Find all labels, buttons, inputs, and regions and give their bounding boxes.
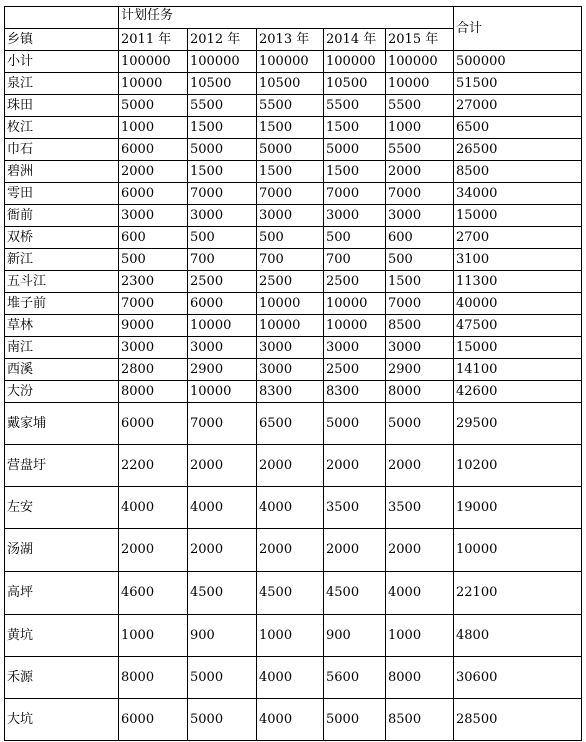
total-cell: 34000: [454, 183, 582, 205]
table-row: [5, 293, 582, 315]
year-value-cell: 5500: [324, 95, 386, 117]
year-value-cell: 5500: [257, 95, 324, 117]
township-name-cell: 戴家埔: [5, 403, 119, 445]
total-cell: 22100: [454, 572, 582, 615]
year-value-cell: 8000: [119, 381, 188, 403]
year-value-cell: 600: [386, 227, 454, 249]
year-value-cell: 2000: [257, 445, 324, 487]
total-cell: 47500: [454, 315, 582, 337]
total-cell: 19000: [454, 487, 582, 529]
year-header: 2014 年: [324, 29, 386, 51]
header-row-top: [5, 7, 582, 29]
year-value-cell: 10000: [324, 293, 386, 315]
year-value-cell: 4000: [119, 487, 188, 529]
total-cell: 15000: [454, 337, 582, 359]
year-value-cell: 4500: [324, 572, 386, 615]
year-value-cell: 100000: [386, 51, 454, 73]
total-cell: 28500: [454, 699, 582, 741]
table-body: [5, 7, 582, 741]
township-name-cell: 营盘圩: [5, 445, 119, 487]
year-value-cell: 4500: [188, 572, 257, 615]
year-value-cell: 8000: [386, 381, 454, 403]
year-value-cell: 3500: [324, 487, 386, 529]
year-value-cell: 500: [119, 249, 188, 271]
table-row: [5, 572, 582, 615]
table-row: [5, 183, 582, 205]
header-corner-cell: [5, 7, 119, 29]
year-value-cell: 3500: [386, 487, 454, 529]
township-name-cell: 枚江: [5, 117, 119, 139]
township-name-cell: 南江: [5, 337, 119, 359]
year-value-cell: 1500: [386, 271, 454, 293]
year-value-cell: 900: [188, 615, 257, 657]
year-value-cell: 6000: [119, 699, 188, 741]
total-cell: 51500: [454, 73, 582, 95]
township-name-cell: 珠田: [5, 95, 119, 117]
year-value-cell: 7000: [386, 183, 454, 205]
year-value-cell: 2500: [257, 271, 324, 293]
year-value-cell: 3000: [386, 205, 454, 227]
township-name-cell: 碧洲: [5, 161, 119, 183]
year-value-cell: 2000: [386, 529, 454, 572]
year-value-cell: 3000: [188, 337, 257, 359]
year-header: 2011 年: [119, 29, 188, 51]
year-value-cell: 1000: [119, 615, 188, 657]
table-row: [5, 227, 582, 249]
table-row: [5, 359, 582, 381]
year-value-cell: 10500: [257, 73, 324, 95]
township-name-cell: 双桥: [5, 227, 119, 249]
year-value-cell: 8000: [386, 657, 454, 699]
year-value-cell: 2000: [324, 529, 386, 572]
total-header: 合计: [454, 7, 582, 51]
year-value-cell: 100000: [119, 51, 188, 73]
year-value-cell: 2000: [324, 445, 386, 487]
year-value-cell: 3000: [257, 205, 324, 227]
year-value-cell: 2500: [324, 359, 386, 381]
year-value-cell: 100000: [188, 51, 257, 73]
year-value-cell: 2200: [119, 445, 188, 487]
year-value-cell: 1500: [324, 117, 386, 139]
township-name-cell: 高坪: [5, 572, 119, 615]
year-value-cell: 6000: [119, 139, 188, 161]
total-cell: 8500: [454, 161, 582, 183]
table-row: [5, 95, 582, 117]
year-value-cell: 1500: [257, 117, 324, 139]
year-value-cell: 1000: [386, 615, 454, 657]
township-name-cell: 黄坑: [5, 615, 119, 657]
year-value-cell: 100000: [324, 51, 386, 73]
total-cell: 500000: [454, 51, 582, 73]
township-name-cell: 衙前: [5, 205, 119, 227]
year-value-cell: 2500: [324, 271, 386, 293]
year-value-cell: 5500: [188, 95, 257, 117]
township-name-cell: 新江: [5, 249, 119, 271]
year-value-cell: 10000: [386, 73, 454, 95]
year-header: 2015 年: [386, 29, 454, 51]
total-cell: 14100: [454, 359, 582, 381]
year-value-cell: 3000: [188, 205, 257, 227]
year-value-cell: 100000: [257, 51, 324, 73]
year-value-cell: 7000: [119, 293, 188, 315]
year-value-cell: 1000: [257, 615, 324, 657]
total-cell: 3100: [454, 249, 582, 271]
table-row: [5, 337, 582, 359]
year-value-cell: 5000: [257, 139, 324, 161]
year-value-cell: 600: [119, 227, 188, 249]
year-value-cell: 6000: [119, 183, 188, 205]
year-value-cell: 4000: [257, 487, 324, 529]
year-value-cell: 8300: [324, 381, 386, 403]
table-row: [5, 51, 582, 73]
year-value-cell: 1000: [119, 117, 188, 139]
township-name-cell: 巾石: [5, 139, 119, 161]
year-value-cell: 7000: [386, 293, 454, 315]
total-cell: 11300: [454, 271, 582, 293]
total-cell: 29500: [454, 403, 582, 445]
year-value-cell: 2000: [386, 445, 454, 487]
year-value-cell: 8300: [257, 381, 324, 403]
year-value-cell: 1500: [188, 161, 257, 183]
year-value-cell: 5500: [386, 139, 454, 161]
table-row: [5, 139, 582, 161]
year-value-cell: 3000: [119, 205, 188, 227]
year-value-cell: 700: [257, 249, 324, 271]
year-value-cell: 6500: [257, 403, 324, 445]
township-name-cell: 草林: [5, 315, 119, 337]
year-value-cell: 6000: [119, 403, 188, 445]
year-value-cell: 2000: [188, 445, 257, 487]
year-value-cell: 10500: [324, 73, 386, 95]
year-value-cell: 2500: [188, 271, 257, 293]
year-value-cell: 10000: [257, 293, 324, 315]
year-value-cell: 1000: [386, 117, 454, 139]
township-name-cell: 大坑: [5, 699, 119, 741]
year-value-cell: 3000: [324, 205, 386, 227]
township-name-cell: 堆子前: [5, 293, 119, 315]
year-value-cell: 9000: [119, 315, 188, 337]
plan-task-header: 计划任务: [119, 7, 454, 29]
year-value-cell: 500: [324, 227, 386, 249]
year-value-cell: 4000: [188, 487, 257, 529]
year-value-cell: 5000: [119, 95, 188, 117]
year-value-cell: 8000: [119, 657, 188, 699]
year-value-cell: 5000: [324, 139, 386, 161]
total-cell: 26500: [454, 139, 582, 161]
year-header: 2012 年: [188, 29, 257, 51]
township-name-cell: 泉江: [5, 73, 119, 95]
year-value-cell: 3000: [324, 337, 386, 359]
year-value-cell: 4000: [257, 699, 324, 741]
year-value-cell: 10000: [324, 315, 386, 337]
year-value-cell: 7000: [188, 183, 257, 205]
township-name-cell: 汤湖: [5, 529, 119, 572]
table-row: [5, 117, 582, 139]
total-cell: 30600: [454, 657, 582, 699]
township-header: 乡镇: [5, 29, 119, 51]
year-value-cell: 2000: [257, 529, 324, 572]
table-row: [5, 73, 582, 95]
total-cell: 42600: [454, 381, 582, 403]
township-name-cell: 大汾: [5, 381, 119, 403]
township-name-cell: 雩田: [5, 183, 119, 205]
year-header: 2013 年: [257, 29, 324, 51]
year-value-cell: 500: [257, 227, 324, 249]
year-value-cell: 5000: [386, 403, 454, 445]
year-value-cell: 8500: [386, 315, 454, 337]
year-value-cell: 6000: [188, 293, 257, 315]
table-row: [5, 381, 582, 403]
total-cell: 10200: [454, 445, 582, 487]
year-value-cell: 500: [386, 249, 454, 271]
total-cell: 6500: [454, 117, 582, 139]
table-row: [5, 271, 582, 293]
total-cell: 2700: [454, 227, 582, 249]
township-name-cell: 禾源: [5, 657, 119, 699]
year-value-cell: 2300: [119, 271, 188, 293]
total-cell: 4800: [454, 615, 582, 657]
year-value-cell: 3000: [386, 337, 454, 359]
year-value-cell: 700: [324, 249, 386, 271]
year-value-cell: 3000: [257, 337, 324, 359]
year-value-cell: 2000: [188, 529, 257, 572]
year-value-cell: 4600: [119, 572, 188, 615]
year-value-cell: 5000: [188, 657, 257, 699]
year-value-cell: 7000: [324, 183, 386, 205]
table-row: [5, 315, 582, 337]
year-value-cell: 5000: [188, 139, 257, 161]
table-row: [5, 249, 582, 271]
year-value-cell: 4000: [386, 572, 454, 615]
year-value-cell: 2900: [386, 359, 454, 381]
total-cell: 15000: [454, 205, 582, 227]
year-value-cell: 500: [188, 227, 257, 249]
year-value-cell: 8500: [386, 699, 454, 741]
table-row: [5, 699, 582, 741]
table-row: [5, 205, 582, 227]
year-value-cell: 700: [188, 249, 257, 271]
year-value-cell: 1500: [188, 117, 257, 139]
plan-task-table: [4, 6, 582, 741]
table-row: [5, 487, 582, 529]
table-row: [5, 161, 582, 183]
year-value-cell: 2000: [119, 161, 188, 183]
table-row: [5, 529, 582, 572]
year-value-cell: 2000: [119, 529, 188, 572]
township-name-cell: 西溪: [5, 359, 119, 381]
year-value-cell: 4500: [257, 572, 324, 615]
year-value-cell: 4000: [257, 657, 324, 699]
year-value-cell: 5000: [188, 699, 257, 741]
year-value-cell: 3000: [119, 337, 188, 359]
year-value-cell: 5600: [324, 657, 386, 699]
total-cell: 27000: [454, 95, 582, 117]
township-name-cell: 五斗江: [5, 271, 119, 293]
year-value-cell: 5500: [386, 95, 454, 117]
year-value-cell: 10500: [188, 73, 257, 95]
table-row: [5, 403, 582, 445]
table-row: [5, 445, 582, 487]
year-value-cell: 2900: [188, 359, 257, 381]
table-row: [5, 657, 582, 699]
year-value-cell: 5000: [324, 699, 386, 741]
table-row: [5, 615, 582, 657]
total-cell: 10000: [454, 529, 582, 572]
year-value-cell: 5000: [324, 403, 386, 445]
total-cell: 40000: [454, 293, 582, 315]
year-value-cell: 1500: [257, 161, 324, 183]
year-value-cell: 10000: [257, 315, 324, 337]
year-value-cell: 7000: [188, 403, 257, 445]
year-value-cell: 2000: [386, 161, 454, 183]
year-value-cell: 10000: [188, 315, 257, 337]
year-value-cell: 900: [324, 615, 386, 657]
year-value-cell: 10000: [188, 381, 257, 403]
year-value-cell: 3000: [257, 359, 324, 381]
year-value-cell: 1500: [324, 161, 386, 183]
year-value-cell: 2800: [119, 359, 188, 381]
year-value-cell: 10000: [119, 73, 188, 95]
township-name-cell: 左安: [5, 487, 119, 529]
year-value-cell: 7000: [257, 183, 324, 205]
township-name-cell: 小计: [5, 51, 119, 73]
